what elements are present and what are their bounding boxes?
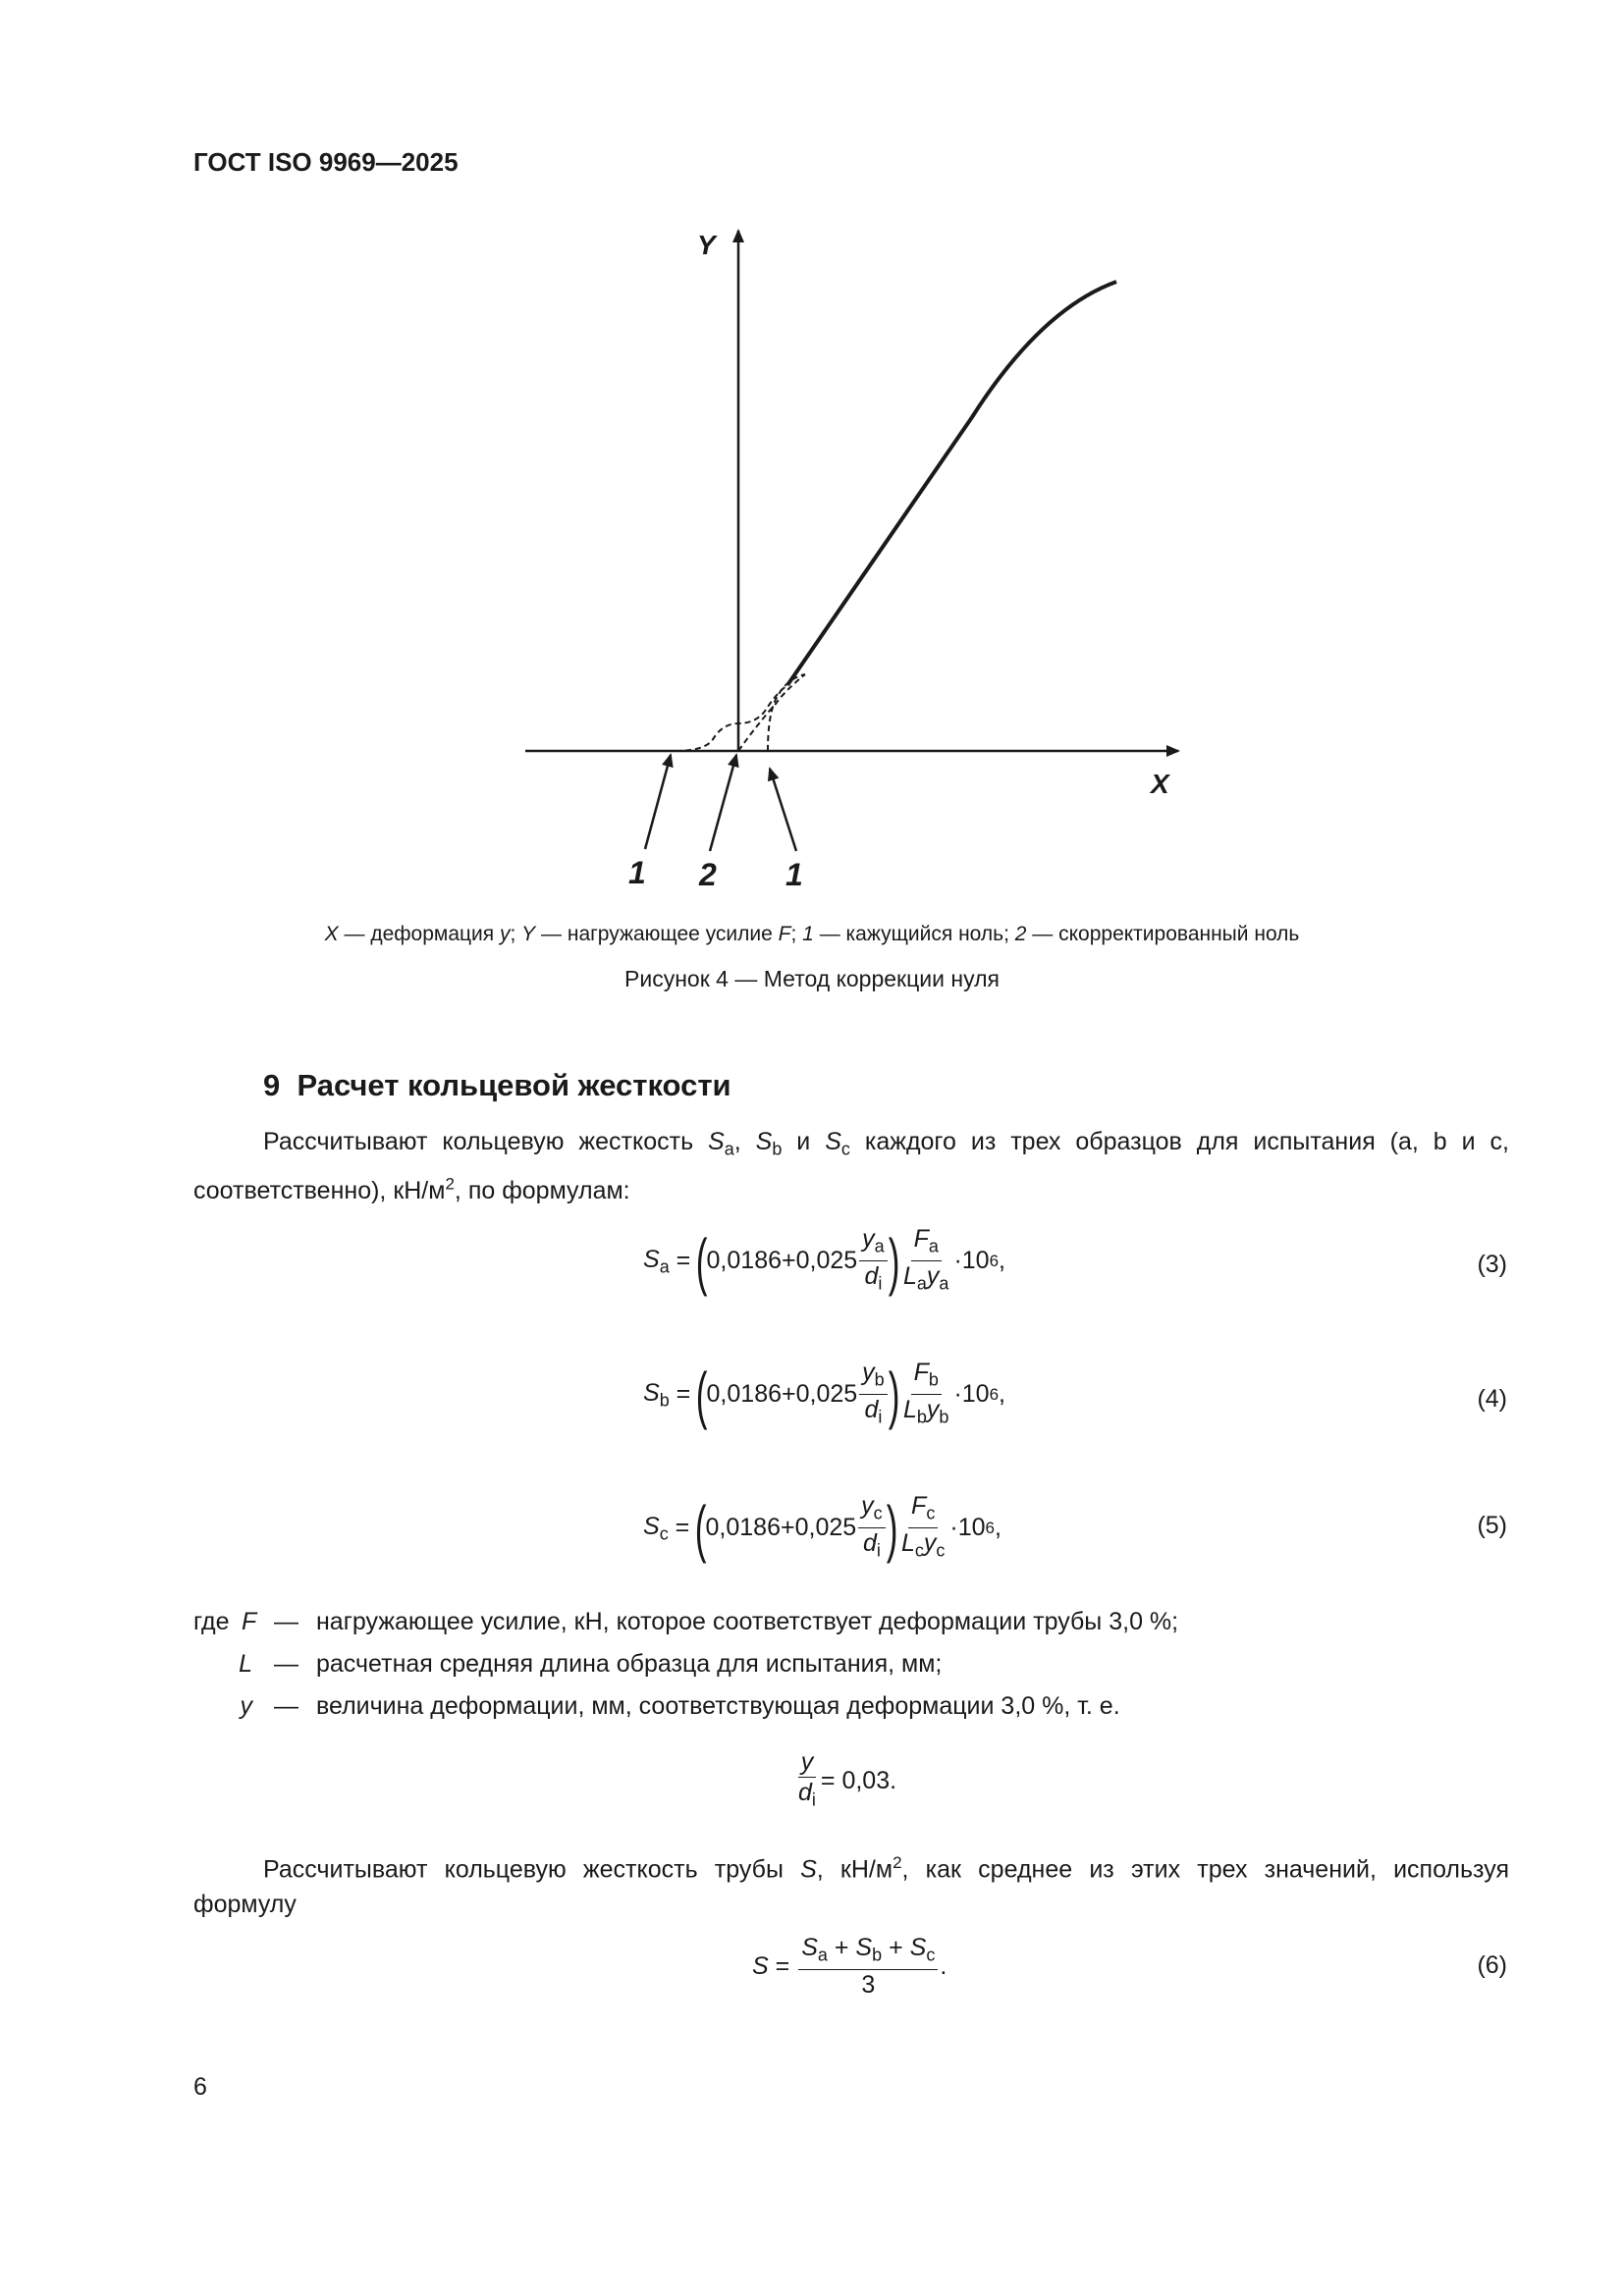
formula-3: $S_a$ = ( 0,0186 + 0,025 $\frac{y_a}{d_i}$ ) $\frac{F_a}{L_ay_a}$ ·10 6 ,	[643, 1225, 1005, 1297]
formula-4: $S_b$ = ( 0,0186 + 0,025 $\frac{y_b}{d_i}$ ) $\frac{F_b}{L_by_b}$ ·10 6 ,	[643, 1359, 1005, 1430]
marker-label-1-left: 1	[628, 855, 646, 890]
ratio-formula: $\frac{y}{d_i}$ = 0,03.	[798, 1748, 897, 1810]
marker-arrow-2	[710, 755, 736, 851]
marker-arrow-1-left	[645, 755, 671, 849]
dashed-curve-corrected	[738, 674, 805, 751]
figure-caption: Рисунок 4 — Метод коррекции нуля	[624, 966, 1000, 991]
marker-label-2: 2	[699, 857, 717, 892]
equation-number-6: (6)	[1477, 1951, 1507, 1979]
dashed-curve-apparent-right	[768, 674, 805, 751]
figure-legend: X — деформация y; Y — нагружающее усилие F; 1 — кажущийся ноль; 2 — скорректированный ноль	[324, 923, 1300, 945]
marker-arrow-1-right	[770, 769, 796, 851]
equation-number-4: (4)	[1477, 1385, 1507, 1413]
load-curve	[787, 282, 1116, 685]
formula-5: $S_c$ = ( 0,0186 + 0,025 $\frac{y_c}{d_i}$ ) $\frac{F_c}{L_cy_c}$ ·10 6 ,	[643, 1492, 1001, 1564]
x-axis-label: X	[1151, 769, 1169, 799]
average-paragraph: Рассчитывают кольцевую жесткость трубы S, $кН/м^2$, как среднее из этих трех значений, используя формулу	[193, 1853, 1509, 1919]
page-number: 6	[193, 2073, 207, 2101]
formula-6: S = $\frac{S_a + S_b + S_c}{3}$ .	[752, 1934, 947, 2000]
where-row-F: где F — нагружающее усилие, кН, которое соответствует деформации трубы 3,0 %;	[193, 1608, 1179, 1635]
equation-number-3: (3)	[1477, 1251, 1507, 1278]
marker-label-1-right: 1	[785, 857, 803, 892]
section-heading: 9 Расчет кольцевой жесткости	[263, 1068, 731, 1102]
document-header: ГОСТ ISO 9969—2025	[193, 147, 459, 177]
equation-number-5: (5)	[1477, 1512, 1507, 1539]
where-prefix: где	[193, 1608, 230, 1635]
y-axis-label: Y	[697, 230, 716, 260]
zero-correction-figure	[511, 221, 1198, 908]
intro-paragraph: Рассчитывают кольцевую жесткость $S_a$, $S_b$ и $S_c$ каждого из трех образцов для испытания (a, b и c, соответственно), $кН/м^2$, по формулам:	[193, 1128, 1509, 1204]
